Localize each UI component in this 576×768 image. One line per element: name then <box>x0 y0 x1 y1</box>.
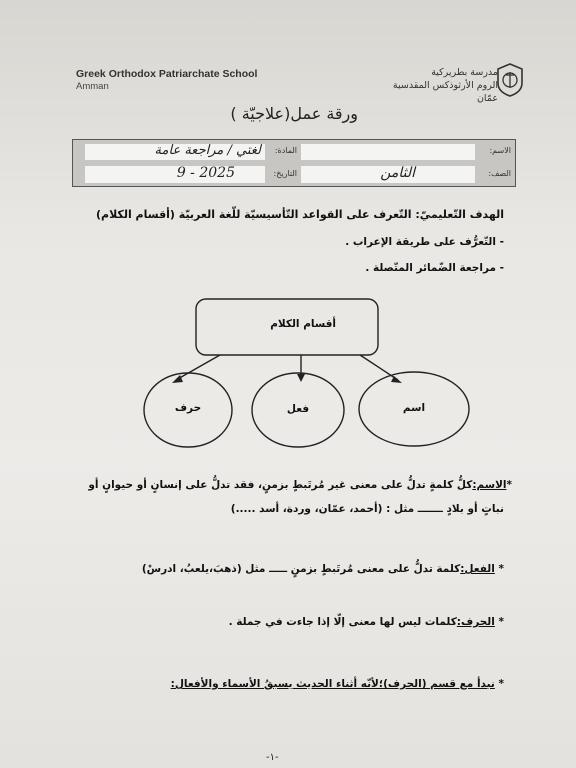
verb-definition: * الفعل:كلمة تدلُّ على معنى مُرتَبطٍ بزمنٍ ـــــ مثل (ذهبَ،يلعبُ، ادرسْ) <box>141 563 504 575</box>
noun-definition-line1: *الاسم:كلُّ كلمةٍ تدلُّ على معنى غير مُرتَبطٍ بزمنٍ، فقد تدلُّ على إنسانٍ أو حيوانٍ أو <box>88 479 512 491</box>
noun-definition-text: كلُّ كلمةٍ تدلُّ على معنى غير مُرتَبطٍ بزمنٍ، فقد تدلُّ على إنسانٍ أو حيوانٍ أو <box>88 479 473 491</box>
particle-term: الحرف: <box>456 616 495 628</box>
name-label: الاسم: <box>489 146 511 155</box>
page-number: -١- <box>266 752 279 763</box>
noun-definition-line2: نباتٍ أو بلادٍ ـــــــ مثل : (أحمد، عمّان، وردة، أسد .....) <box>230 503 504 515</box>
date-value: 9 - 2025 <box>176 165 235 181</box>
particle-definition: * الحرف:كلمات ليس لها معنى إلّا إذا جاءت في جملة . <box>228 616 504 628</box>
start-note-text: نبدأ مع قسم (الحرف)؛لأنّه أثناء الحديث يسبقُ الأسماء والأفعال: <box>170 678 495 690</box>
school-city-arabic: عمّان <box>476 93 498 104</box>
particle-definition-text: كلمات ليس لها معنى إلّا إذا جاءت في جملة . <box>228 616 457 628</box>
date-label: التاريخ: <box>273 169 297 178</box>
school-city-english: Amman <box>76 81 109 92</box>
school-name-arabic-line1: مدرسة بطريركية <box>431 67 498 78</box>
objective-item-2: - مراجعة الضّمائر المتّصلة . <box>365 262 504 274</box>
worksheet-title: ورقة عمل(علاجيّة ) <box>230 104 358 123</box>
class-label: الصف: <box>488 169 511 178</box>
diagram-particle-label: حرف <box>174 402 202 414</box>
diagram-noun-label: اسم <box>402 402 426 414</box>
subject-label: المادة: <box>274 146 297 155</box>
learning-goal: الهدف التّعليميّ: التّعرف على القواعد التّأسيسيّة للّغة العربيّة (أقسام الكلام) <box>95 208 504 221</box>
diagram-verb-label: فعل <box>286 403 310 415</box>
subject-value: لغتي / مراجعة عامة <box>154 143 261 158</box>
verb-term: الفعل: <box>460 563 495 575</box>
diagram-root-label: أقسام الكلام <box>270 318 336 330</box>
verb-definition-text: كلمة تدلُّ على معنى مُرتَبطٍ بزمنٍ ـــــ مثل (ذهبَ،يلعبُ، ادرسْ) <box>141 563 461 575</box>
school-name-english: Greek Orthodox Patriarchate School <box>76 68 258 80</box>
arrow-to-particle <box>176 355 220 380</box>
objective-item-1: - التّعرُّف على طريقة الإعراب . <box>345 236 504 248</box>
start-note: * نبدأ مع قسم (الحرف)؛لأنّه أثناء الحديث يسبقُ الأسماء والأفعال: <box>170 678 504 690</box>
class-value: الثامن <box>380 165 415 181</box>
noun-term: الاسم: <box>472 479 507 491</box>
arrow-to-noun <box>360 355 398 380</box>
school-name-arabic-line2: الروم الأرثوذكس المقدسية <box>392 80 498 91</box>
